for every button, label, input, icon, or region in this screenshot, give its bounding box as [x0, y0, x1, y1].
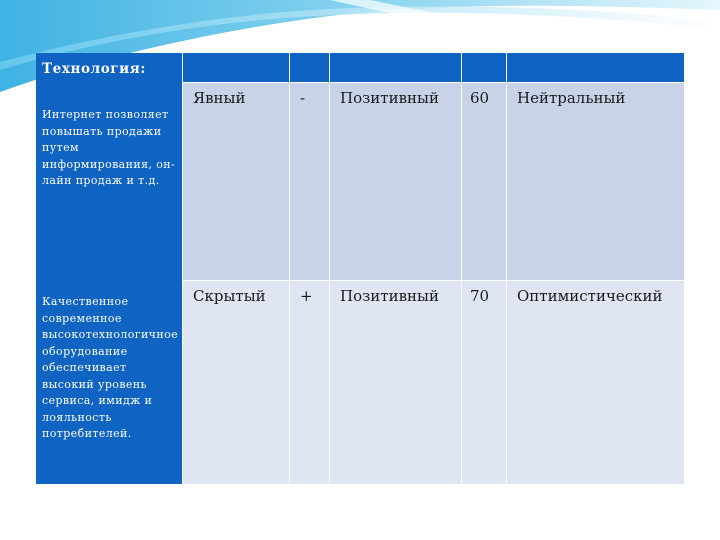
technology-column — [36, 53, 183, 485]
sign-cell — [290, 281, 330, 485]
outlook-value: Оптимистический — [517, 287, 663, 305]
outlook-value: Нейтральный — [517, 89, 626, 107]
impact-cell — [330, 83, 462, 281]
technology-label: Технология: — [42, 61, 146, 77]
header-cell — [183, 53, 290, 83]
type-cell — [183, 83, 290, 281]
type-value: Явный — [193, 89, 246, 107]
impact-value: Позитивный — [340, 89, 439, 107]
score-cell — [462, 281, 507, 485]
score-value: 70 — [470, 287, 490, 305]
score-cell — [462, 83, 507, 281]
outlook-cell — [507, 83, 685, 281]
impact-value: Позитивный — [340, 287, 439, 305]
header-cell — [462, 53, 507, 83]
outlook-cell — [507, 281, 685, 485]
impact-cell — [330, 281, 462, 485]
header-cell — [330, 53, 462, 83]
sign-cell — [290, 83, 330, 281]
type-value: Скрытый — [193, 287, 266, 305]
sign-value: - — [300, 89, 306, 107]
header-cell — [290, 53, 330, 83]
row-2-description: Качественное современное высокотехнологичное оборудование обеспечивает высокий уровень сервиса, имидж и лояльность потребителей. — [42, 295, 179, 440]
row-1-description: Интернет позволяет повышать продажи путем информирования, он-лайн продаж и т.д. — [42, 108, 176, 187]
score-value: 60 — [470, 89, 490, 107]
technology-table — [36, 53, 685, 485]
sign-value: + — [300, 287, 313, 305]
header-cell — [507, 53, 685, 83]
table-header-row — [36, 53, 685, 83]
type-cell — [183, 281, 290, 485]
